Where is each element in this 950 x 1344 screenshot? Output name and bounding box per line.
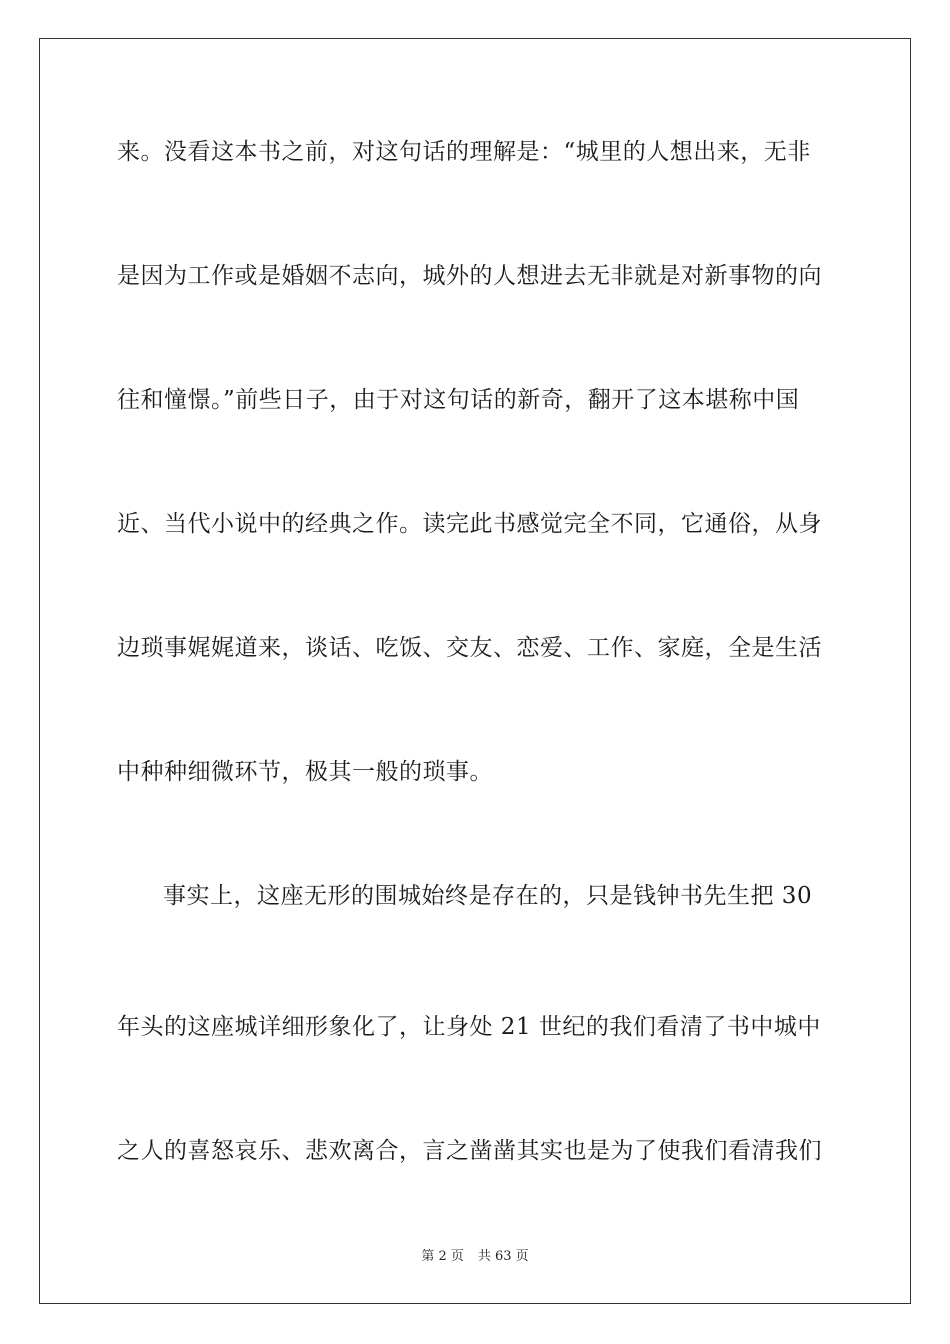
page-footer: [0, 1248, 950, 1266]
body-line-8: 年头的这座城详细形象化了，让身处 21 世纪的我们看清了书中城中: [117, 1014, 821, 1040]
body-line-1: 来。没看这本书之前，对这句话的理解是：“城里的人想出来，无非: [117, 139, 811, 165]
body-line-4: 近、当代小说中的经典之作。读完此书感觉完全不同，它通俗，从身: [117, 511, 822, 537]
body-line-5: 边琐事娓娓道来，谈话、吃饭、交友、恋爱、工作、家庭，全是生活: [117, 635, 822, 661]
page-total: 共 63 页: [477, 1249, 529, 1264]
page-number: 第 2 页: [421, 1249, 464, 1264]
body-line-7: 事实上，这座无形的围城始终是存在的，只是钱钟书先生把 30: [163, 883, 813, 909]
body-line-3: 往和憧憬。”前些日子，由于对这句话的新奇，翻开了这本堪称中国: [117, 387, 800, 413]
body-line-6: 中种种细微环节，极其一般的琐事。: [117, 759, 493, 785]
body-line-2: 是因为工作或是婚姻不志向，城外的人想进去无非就是对新事物的向: [117, 263, 822, 289]
page-border: [39, 38, 911, 1304]
body-line-9: 之人的喜怒哀乐、悲欢离合，言之凿凿其实也是为了使我们看清我们: [117, 1138, 822, 1164]
